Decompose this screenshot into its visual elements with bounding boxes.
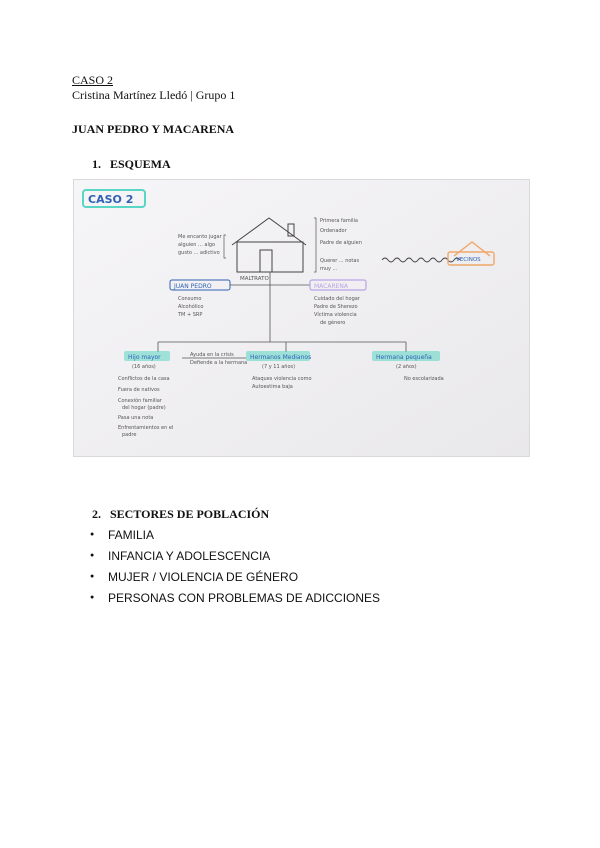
svg-text:Primera familia: Primera familia bbox=[320, 218, 358, 224]
svg-text:Padre de alguien: Padre de alguien bbox=[320, 240, 362, 246]
juan-pedro-label: JUAN PEDRO bbox=[174, 283, 212, 290]
case-label: CASO 2 bbox=[72, 73, 114, 87]
svg-text:Ordenador: Ordenador bbox=[320, 228, 347, 234]
svg-text:Querer ... notas: Querer ... notas bbox=[320, 258, 360, 264]
section-1-heading: ESQUEMA bbox=[110, 157, 171, 171]
case-title-text: CASO 2 bbox=[88, 193, 134, 206]
author-line: Cristina Martínez Lledó | Grupo 1 bbox=[72, 88, 236, 102]
svg-text:Enfrentamientos en el: Enfrentamientos en el bbox=[118, 425, 174, 431]
svg-text:padre: padre bbox=[122, 432, 137, 438]
svg-text:gusto ... adictivo: gusto ... adictivo bbox=[178, 250, 220, 256]
document-title: JUAN PEDRO Y MACARENA bbox=[72, 122, 235, 136]
section-2-heading: SECTORES DE POBLACIÓN bbox=[110, 507, 270, 521]
svg-text:Pasa una nota: Pasa una nota bbox=[118, 415, 154, 421]
svg-text:del hogar (padre): del hogar (padre) bbox=[122, 405, 166, 411]
hijo-mayor-label: Hijo mayor bbox=[128, 354, 161, 361]
svg-text:Cuidado del hogar: Cuidado del hogar bbox=[314, 296, 360, 302]
svg-text:alguien ... algo: alguien ... algo bbox=[178, 242, 216, 248]
svg-text:Ayuda en la crisis: Ayuda en la crisis bbox=[190, 352, 234, 358]
macarena-label: MACARENA bbox=[314, 283, 349, 290]
list-item: ● INFANCIA Y ADOLESCENCIA bbox=[90, 549, 380, 570]
svg-text:Padre de Sherezo: Padre de Sherezo bbox=[314, 304, 358, 310]
svg-text:Autoestima baja: Autoestima baja bbox=[252, 384, 293, 390]
svg-text:Conexión familiar: Conexión familiar bbox=[118, 398, 162, 404]
svg-text:Defiende a la hermana: Defiende a la hermana bbox=[190, 360, 248, 366]
hermana-age: (2 años) bbox=[396, 364, 417, 370]
population-sectors-list bbox=[90, 528, 380, 612]
svg-text:No escolarizada: No escolarizada bbox=[404, 376, 444, 382]
hermanos-age: (7 y 11 años) bbox=[262, 364, 296, 370]
hijo-mayor-age: (16 años) bbox=[132, 364, 156, 370]
svg-text:Ataques violencia como: Ataques violencia como bbox=[252, 376, 312, 382]
section-1-number: 1. bbox=[92, 157, 101, 171]
whiteboard-diagram bbox=[74, 180, 529, 456]
whiteboard-photo bbox=[73, 179, 530, 457]
hermanos-label: Hermanos Medianos bbox=[250, 354, 312, 361]
list-item: ● MUJER / VIOLENCIA DE GÉNERO bbox=[90, 570, 380, 591]
svg-text:Conflictos de la casa: Conflictos de la casa bbox=[118, 376, 170, 382]
svg-text:Me encanto jugar: Me encanto jugar bbox=[178, 234, 222, 240]
list-item: ● PERSONAS CON PROBLEMAS DE ADICCIONES bbox=[90, 591, 380, 612]
section-2-number: 2. bbox=[92, 507, 101, 521]
list-item: ● FAMILIA bbox=[90, 528, 380, 549]
svg-text:Alcohólico: Alcohólico bbox=[178, 304, 204, 310]
svg-text:Víctima violencia: Víctima violencia bbox=[314, 312, 357, 318]
hermana-notes bbox=[404, 376, 444, 382]
svg-text:Fuera de nativos: Fuera de nativos bbox=[118, 387, 160, 393]
juan-pedro-notes bbox=[177, 296, 203, 318]
svg-text:muy ...: muy ... bbox=[320, 266, 338, 272]
maltrato-label: MALTRATO bbox=[240, 276, 269, 282]
neighbors-label: VECINOS bbox=[456, 257, 481, 263]
svg-text:TM + SRP: TM + SRP bbox=[178, 312, 203, 318]
hermana-label: Hermana pequeña bbox=[376, 354, 432, 361]
svg-text:Consumo: Consumo bbox=[178, 296, 202, 302]
svg-text:de género: de género bbox=[320, 320, 346, 326]
